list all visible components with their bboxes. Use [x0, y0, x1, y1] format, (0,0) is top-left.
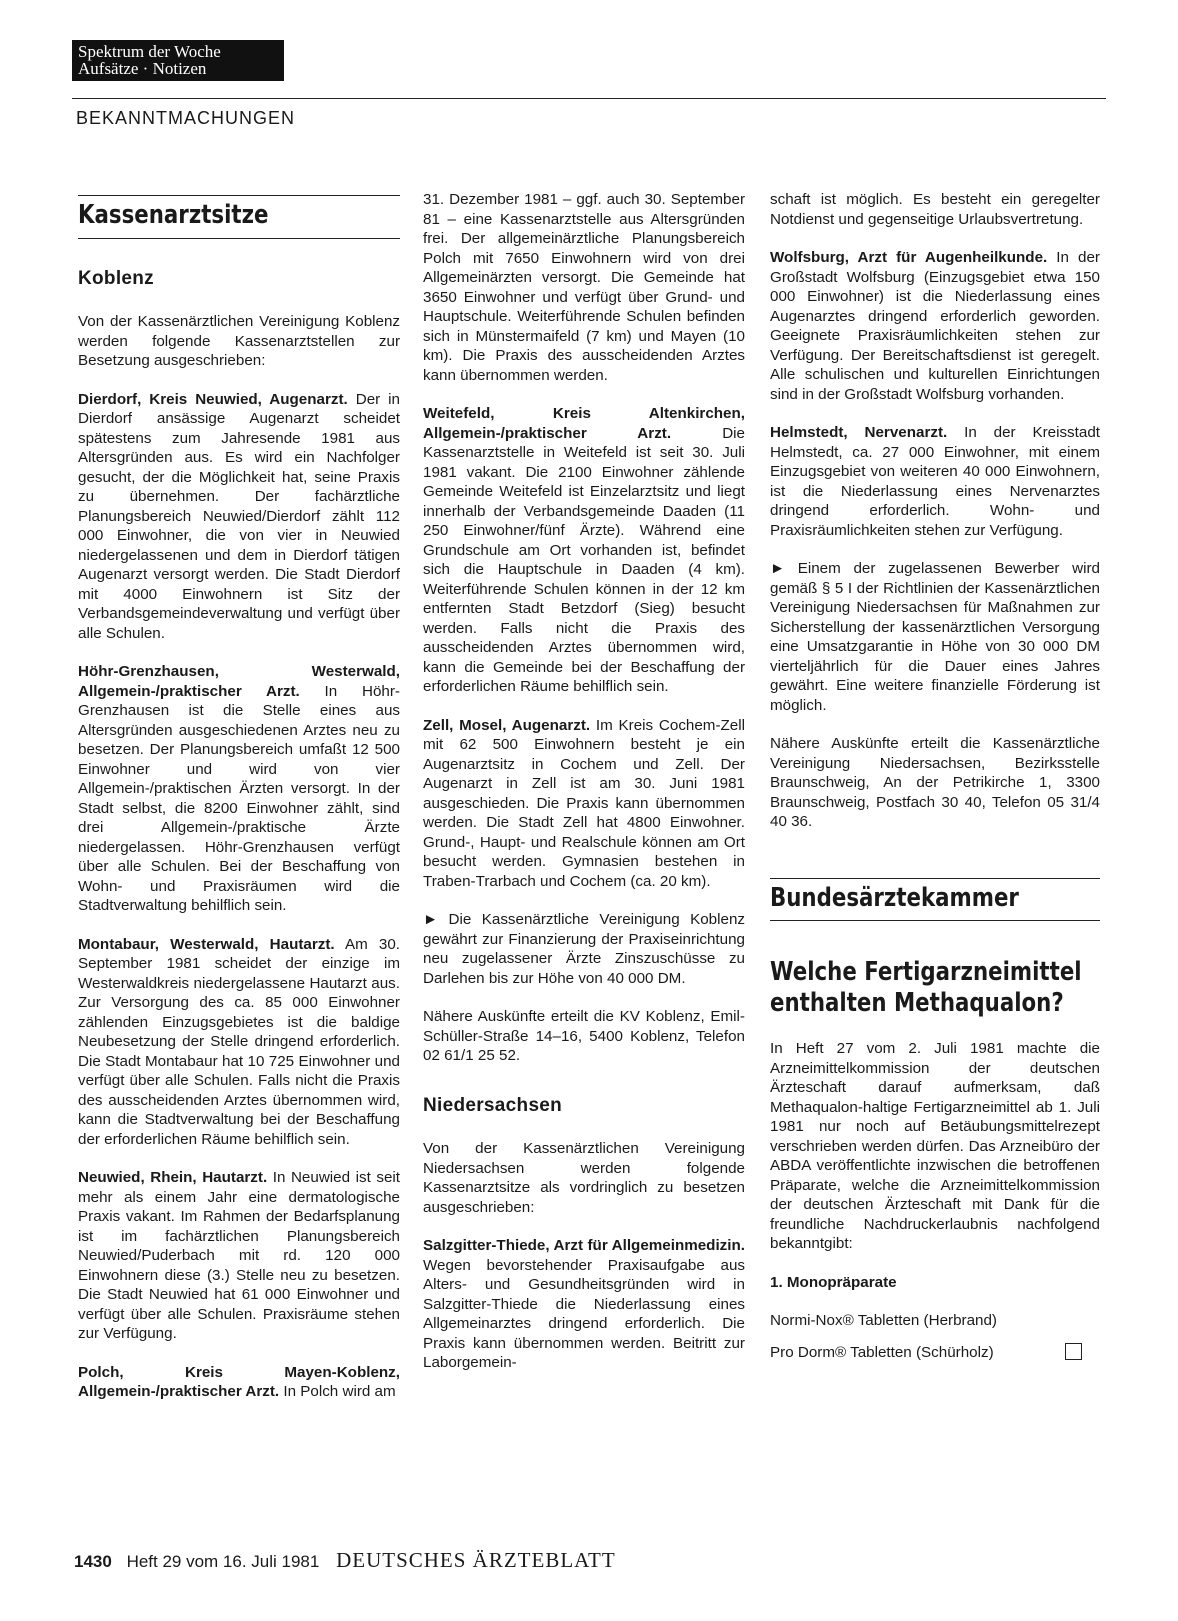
entry-text: 31. Dezember 1981 – ggf. auch 30. September 81 – eine Kassenarztstelle aus Altersgründen frei. Der allgemeinärztliche Planungsbereich Polch mit 7650 Einwohnern wird von drei Allgemeinärzten versorgt. Die Gemeinde hat 3650 Einwohner und verfügt über Grund- und Hauptschule. Weiterführende Schulen befinden sich in Münstermaifeld (7 km) und Mayen (10 km). Die Praxis des ausscheidenden Arztes kann übernommen werden.	[423, 191, 745, 384]
subhead-niedersachsen: Niedersachsen	[423, 1094, 563, 1116]
entry-lead: Salzgitter-Thiede, Arzt für Allgemeinmedizin.	[423, 1237, 745, 1254]
entry-lead: Zell, Mosel, Augenarzt.	[423, 716, 591, 734]
entry-paragraph	[78, 390, 400, 644]
masthead-line-2: Aufsätze · Notizen	[78, 59, 207, 78]
entry-text: Im Kreis Cochem-Zell mit 62 500 Einwohnern besteht je ein Augenarztsitz in Cochem und Zell. Der Augenarzt in Zell ist am 30. Juni 1981 ausgeschieden. Die Praxis kann übernommen werden. Die Stadt Zell hat 4800 Einwohner. Grund-, Haupt- und Realschule können am Ort besucht werden. Gymnasien bestehen in Traben-Trarbach und Cochem (ca. 20 km).	[423, 716, 745, 890]
entry-lead: Montabaur, Westerwald, Hautarzt.	[78, 935, 335, 953]
entry-lead: Weitefeld, Kreis Altenkirchen, Allgemein-/praktischer Arzt.	[423, 405, 745, 442]
contact-paragraph: Nähere Auskünfte erteilt die Kassenärztliche Vereinigung Niedersachsen, Bezirksstelle Braunschweig, An der Petrikirche 1, 3300 Braunschweig, Postfach 30 40, Telefon 05 31/4 40 36.	[770, 735, 1100, 830]
section-title: Bundesärztekammer	[770, 882, 1019, 913]
entry-text: Die Kassenarztstelle in Weitefeld ist seit 30. Juli 1981 vakant. Die 2100 Einwohner zählende Gemeinde Weitefeld ist Einzelarztsitz und liegt innerhalb der Verbandsgemeinde Daaden (11 250 Einwohner/fünf Ärzte). Während eine Grundschule am Ort vorhanden ist, befindet sich die Hauptschule in Daaden (4 km). Weiterführende Schulen können in der 12 km entfernten Stadt Betzdorf (Sieg) besucht werden. Falls nicht die Praxis des ausscheidenden Arztes übernommen wird, kann die Gemeinde bei der Beschaffung der erforderlichen Räume behilflich sein.	[423, 424, 745, 695]
entry-paragraph	[78, 662, 400, 916]
section-title: Kassenarztsitze	[78, 200, 269, 230]
column-1	[78, 195, 400, 1421]
entry-text: Am 30. September 1981 scheidet der einzige im Westerwaldkreis niedergelassene Hautarzt aus. Zur Versorgung des ca. 85 000 Einwohner zählenden Einzugsgebietes ist die baldige Neubesetzung der Stelle dringend erforderlich. Die Stadt Montabaur hat 10 725 Einwohner und verfügt über alle Schulen. Falls nicht die Praxis des ausscheidenden Arztes übernommen wird, kann die Stadtverwaltung bei der Beschaffung der erforderlichen Räume behilflich sein.	[78, 935, 401, 1148]
page-number: 1430	[74, 1552, 112, 1571]
entry-paragraph	[423, 716, 745, 892]
section-label: BEKANNTMACHUNGEN	[76, 108, 296, 128]
entry-text: In der Kreisstadt Helmstedt, ca. 27 000 Einwohner, mit einem Einzugsgebiet von weiteren 40 000 Einwohnern, ist die Niederlassung eines Nervenarztes dringend erforderlich. Wohn- und Praxisräumlichkeiten stehen zur Verfügung.	[770, 424, 1100, 539]
entry-lead: Helmstedt, Nervenarzt.	[770, 424, 948, 441]
intro-paragraph: Von der Kassenärztlichen Vereinigung Koblenz werden folgende Kassenarztstellen zur Besetzung ausgeschrieben:	[78, 313, 400, 369]
entry-paragraph: schaft ist möglich. Es besteht ein geregelter Notdienst und gegenseitige Urlaubsvertretung.	[770, 191, 1100, 228]
entry-text: In Neuwied ist seit mehr als einem Jahr eine dermatologische Praxis vakant. Im Rahmen der Bedarfsplanung ist im fachärztlichen Planungsbereich Neuwied/Puderbach mit rd. 120 000 Einwohnern diese (3.) Stelle neu zu besetzen. Die Stadt Neuwied hat 61 000 Einwohner und verfügt über alle Schulen. Praxisräume stehen zur Verfügung.	[78, 1169, 400, 1342]
subhead-koblenz: Koblenz	[78, 267, 154, 289]
checkbox-square-icon	[1065, 1343, 1082, 1360]
article-title-line-1: Welche Fertigarzneimittel	[770, 957, 1082, 987]
entry-lead: Neuwied, Rhein, Hautarzt.	[78, 1169, 268, 1186]
entry-text: In Polch wird am	[279, 1383, 396, 1400]
article-paragraph: In Heft 27 vom 2. Juli 1981 machte die Arzneimittelkommission der deutschen Ärzteschaft darauf aufmerksam, daß Methaqualon-haltige Fertigarzneimittel ab 1. Juli 1981 nur noch auf Betäubungsmittelrezept verschrieben werden dürfen. Das Arzneibüro der ABDA veröffentlichte inzwischen die betroffenen Präparate, welche die Arzneimittelkommission der deutschen Ärzteschaft mit Dank für die freundliche Nachdruckerlaubnis nachfolgend bekanntgibt:	[770, 1040, 1100, 1252]
journal-name: DEUTSCHES ÄRZTEBLATT	[336, 1548, 616, 1572]
entry-paragraph	[423, 404, 745, 697]
list-item	[770, 1343, 1100, 1363]
entry-paragraph	[770, 423, 1100, 540]
entry-text: In Höhr-Grenzhausen ist die Stelle eines aus Altersgründen ausgeschiedenen Arztes neu zu besetzen. Der Planungsbereich umfaßt 12 500 Einwohner und wird von vier Allgemein-/praktischen Ärzten versorgt. In der Stadt selbst, die 8200 Einwohner zählt, sind drei Allgemein-/praktische Ärzte niedergelassen. Höhr-Grenzhausen verfügt über alle Schulen. Bei der Beschaffung von Wohn- und Praxisräumen wird die Stadtverwaltung behilflich sein.	[78, 682, 400, 914]
header-rule	[72, 98, 1106, 99]
masthead	[72, 40, 284, 81]
note-paragraph: ► Einem der zugelassenen Bewerber wird gemäß § 5 I der Richtlinien der Kassenärztlichen Vereinigung Niedersachsen für Maßnahmen zur Sicherstellung der kassenärztlichen Versorgung eine Umsatzgarantie in Höhe von 30 000 DM vierteljährlich für die Dauer eines Jahres gewährt. Eine weitere finanzielle Förderung ist möglich.	[770, 560, 1100, 714]
entry-paragraph	[423, 190, 745, 385]
title-rule-bottom	[770, 920, 1100, 921]
list-item	[770, 1311, 1100, 1331]
entry-lead: Höhr-Grenzhausen, Westerwald, Allgemein-/praktischer Arzt.	[78, 663, 400, 700]
entry-lead: Wolfsburg, Arzt für Augenheilkunde.	[770, 249, 1048, 266]
issue-info: Heft 29 vom 16. Juli 1981	[126, 1552, 320, 1571]
entry-paragraph	[78, 1363, 400, 1402]
title-rule-bottom	[78, 238, 400, 239]
list-item-text: Normi-Nox® Tabletten (Herbrand)	[770, 1312, 997, 1329]
article-title-line-2: enthalten Methaqualon?	[770, 988, 1064, 1018]
entry-text: Wegen bevorstehender Praxisaufgabe aus Alters- und Gesundheitsgründen wird in Salzgitter-Thiede die Niederlassung eines Allgemeinarztes dringend erforderlich. Die Praxis kann übernommen werden. Beitritt zur Laborgemein-	[423, 1256, 745, 1371]
entry-paragraph	[78, 935, 400, 1150]
entry-paragraph	[770, 248, 1100, 404]
article-title	[770, 957, 1082, 1019]
masthead-line-1: Spektrum der Woche	[78, 42, 221, 61]
entry-lead: Dierdorf, Kreis Neuwied, Augenarzt.	[78, 390, 348, 408]
entry-lead: Polch, Kreis Mayen-Koblenz, Allgemein-/praktischer Arzt.	[78, 1363, 400, 1400]
column-2	[423, 190, 745, 1392]
entry-text: In der Großstadt Wolfsburg (Einzugsgebiet etwa 150 000 Einwohner) ist die Niederlassung eines Augenarztes dringend erforderlich geworden. Geeignete Praxisräumlichkeiten stehen zur Verfügung. Der Bereitschaftsdienst ist geregelt. Alle schulischen und kulturellen Einrichtungen sind in der Großstadt Wolfsburg vorhanden.	[770, 249, 1100, 403]
list-heading: 1. Monopräparate	[770, 1273, 897, 1291]
list-item-text: Pro Dorm® Tabletten (Schürholz)	[770, 1343, 994, 1361]
column-3	[770, 190, 1100, 1374]
intro-paragraph: Von der Kassenärztlichen Vereinigung Niedersachsen werden folgende Kassenarztsitze als vordringlich zu besetzen ausgeschrieben:	[423, 1140, 745, 1216]
page-footer	[74, 1548, 616, 1573]
note-paragraph: ► Die Kassenärztliche Vereinigung Koblenz gewährt zur Finanzierung der Praxiseinrichtung neu zugelassener Ärzte Zinszuschüsse zu Darlehen bis zur Höhe von 40 000 DM.	[423, 911, 745, 987]
entry-paragraph	[78, 1168, 400, 1344]
entry-paragraph	[423, 1236, 745, 1373]
entry-text: Der in Dierdorf ansässige Augenarzt scheidet spätestens zum Jahresende 1981 aus Altersgründen aus. Es wird ein Nachfolger gesucht, der die Möglichkeit hat, seine Praxis zu übernehmen. Der fachärztliche Planungsbereich Neuwied/Dierdorf zählt 112 000 Einwohner, die von vier in Neuwied niedergelassenen und dem in Dierdorf tätigen Augenarzt versorgt werden. Die Stadt Dierdorf mit 4000 Einwohnern ist Sitz der Verbandsgemeindeverwaltung und verfügt über alle Schulen.	[78, 390, 400, 642]
contact-paragraph: Nähere Auskünfte erteilt die KV Koblenz, Emil-Schüller-Straße 14–16, 5400 Koblenz, Telefon 02 61/1 25 52.	[423, 1008, 745, 1064]
